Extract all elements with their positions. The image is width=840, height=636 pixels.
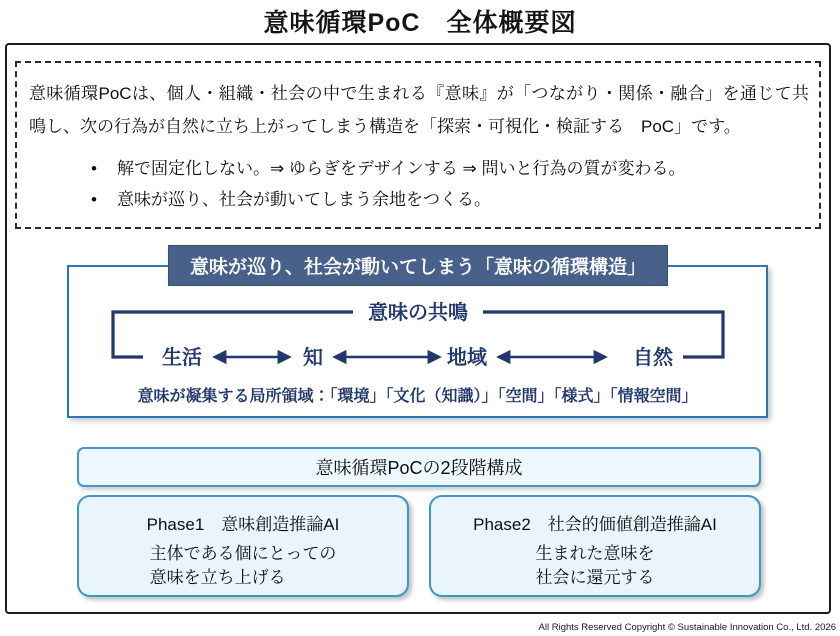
circulation-diagram [103,300,733,374]
phase2-body-line1: 生まれた意味を [535,544,655,563]
intro-bullet-2: • 意味が巡り、社会が動いてしまう余地をつくる。 [91,184,819,215]
phases-header-bar [77,447,761,487]
node-nature: 自然 [632,347,673,369]
phase-row [77,495,761,597]
copyright-text: All Rights Reserved Copyright © Sustainable Innovation Co., Ltd. 2026 [538,622,836,633]
phase2-card [429,495,761,597]
phase2-title: Phase2 社会的価値創造推論AI [473,515,717,534]
phase1-card [77,495,409,597]
phase1-title: Phase1 意味創造推論AI [146,515,340,534]
node-life: 生活 [161,347,202,369]
intro-box [15,61,821,229]
phases-header-label: 意味循環PoCの2段階構成 [315,458,523,478]
intro-bullet-list [17,153,819,215]
phase1-body-line1: 主体である個にとっての [149,544,337,563]
phase1-body [150,542,337,590]
phase1-body-line2: 意味を立ち上げる [149,568,286,587]
intro-paragraph: 意味循環PoCは、個人・組織・社会の中で生まれる『意味』が「つながり・関係・融合」を通じて共鳴し、次の行為が自然に立ち上がってしまう構造を「探索・可視化・検証する PoC」です。 [29,84,809,136]
circulation-header: 意味が巡り、社会が動いてしまう「意味の循環構造」 [168,245,668,286]
resonance-label: 意味の共鳴 [367,302,468,324]
page-title: 意味循環PoC 全体概要図 [263,9,577,37]
node-region: 地域 [446,347,487,369]
phase2-body-line2: 社会に還元する [535,568,655,587]
outer-frame [5,43,831,614]
circulation-box [67,265,768,418]
phase2-body [431,542,759,590]
node-knowledge: 知 [302,347,323,369]
circulation-caption: 意味が凝集する局所領域：「環境」「文化（知識）」「空間」「様式」「情報空間」 [137,388,698,405]
intro-bullet-1: • 解で固定化しない。⇒ ゆらぎをデザインする ⇒ 問いと行為の質が変わる。 [91,153,819,184]
bracket-right [483,312,723,357]
